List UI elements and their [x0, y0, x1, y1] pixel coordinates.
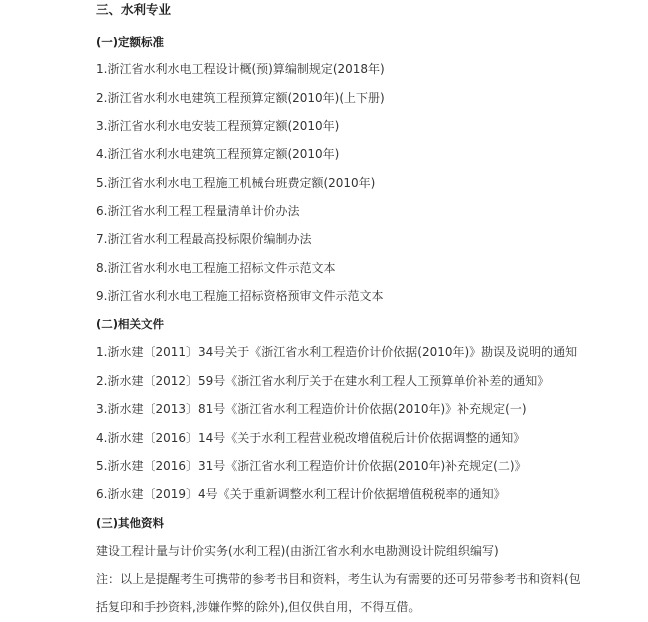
list-item: 2.浙水建〔2012〕59号《浙江省水利厅关于在建水利工程人工预算单价补差的通知》	[96, 374, 550, 388]
list-item: 6.浙江省水利工程工程量清单计价办法	[96, 204, 300, 218]
list-item: 8.浙江省水利水电工程施工招标文件示范文本	[96, 261, 336, 275]
list-item: 4.浙江省水利水电建筑工程预算定额(2010年)	[96, 147, 340, 161]
subsection-heading-other-materials: (三)其他资料	[96, 516, 165, 530]
list-item: 1.浙水建〔2011〕34号关于《浙江省水利工程造价计价依据(2010年)》勘误及说明的通知	[96, 345, 578, 359]
subsection-heading-related-documents: (二)相关文件	[96, 317, 165, 331]
subsection-heading-quota-standards: (一)定额标准	[96, 35, 165, 49]
list-item: 建设工程计量与计价实务(水利工程)(由浙江省水利水电勘测设计院组织编写)	[96, 544, 499, 558]
list-item: 3.浙江省水利水电安装工程预算定额(2010年)	[96, 119, 340, 133]
list-item: 6.浙水建〔2019〕4号《关于重新调整水利工程计价依据增值税税率的通知》	[96, 487, 506, 501]
list-item: 1.浙江省水利水电工程设计概(预)算编制规定(2018年)	[96, 62, 385, 76]
list-item: 4.浙水建〔2016〕14号《关于水利工程营业税改增值税后计价依据调整的通知》	[96, 431, 526, 445]
list-item: 9.浙江省水利水电工程施工招标资格预审文件示范文本	[96, 289, 384, 303]
note-paragraph: 注：以上是提醒考生可携带的参考书目和资料，考生认为有需要的还可另带参考书和资料(包括复印和手抄资料,涉嫌作弊的除外),但仅供自用，不得互借。	[96, 572, 581, 614]
list-item: 7.浙江省水利工程最高投标限价编制办法	[96, 232, 312, 246]
list-item: 2.浙江省水利水电建筑工程预算定额(2010年)(上下册)	[96, 91, 385, 105]
list-item: 3.浙水建〔2013〕81号《浙江省水利工程造价计价依据(2010年)》补充规定(一)	[96, 402, 527, 416]
list-item: 5.浙江省水利水电工程施工机械台班费定额(2010年)	[96, 176, 376, 190]
list-item: 5.浙水建〔2016〕31号《浙江省水利工程造价计价依据(2010年)补充规定(二)》	[96, 459, 527, 473]
section-title: 三、水利专业	[96, 2, 172, 17]
